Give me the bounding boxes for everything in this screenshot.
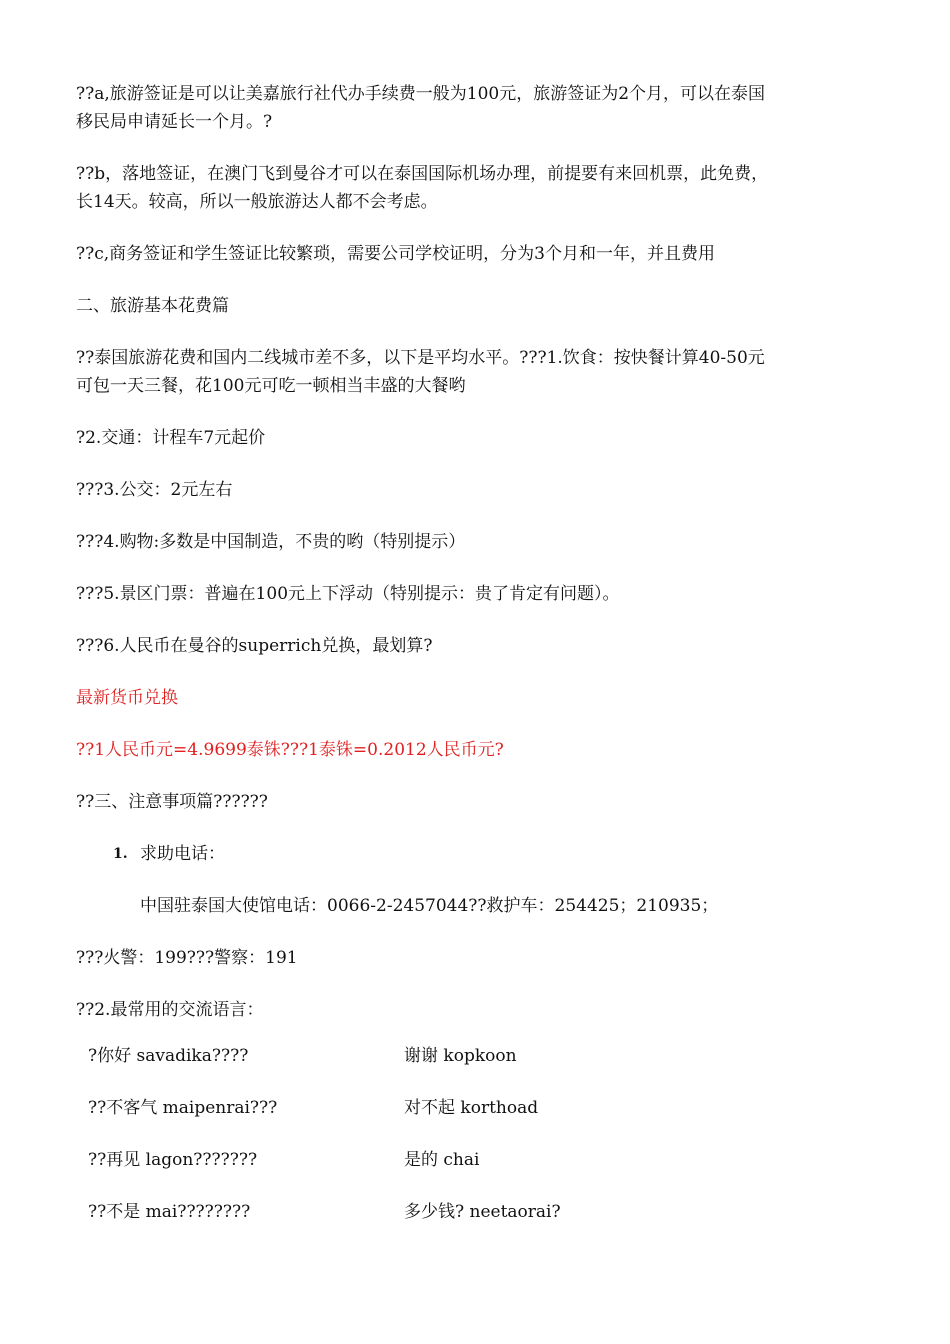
- help-list-number: 1.: [113, 846, 128, 862]
- language-heading: ??2.最常用的交流语言：: [76, 1000, 264, 1020]
- embassy-phone: 中国驻泰国大使馆电话：0066-2-2457044??救护车：254425；210935；: [140, 896, 719, 916]
- costs-item-tickets: ???5.景区门票：普遍在100元上下浮动（特别提示：贵了肯定有问题）。: [76, 584, 620, 604]
- costs-intro-line2: 可包一天三餐，花100元可吃一顿相当丰盛的大餐哟: [76, 376, 466, 396]
- visa-a-line1: ??a,旅游签证是可以让美嘉旅行社代办手续费一般为100元，旅游签证为2个月，可以在泰国: [76, 84, 766, 104]
- phrase-chinese-left: ??再见 lagon???????: [88, 1150, 258, 1170]
- currency-heading: 最新货币兑换: [76, 688, 178, 708]
- currency-rates: ??1人民币元=4.9699泰铢???1泰铢=0.2012人民币元?: [76, 740, 504, 760]
- phrase-chinese-right: 多少钱? neetaorai?: [404, 1202, 561, 1222]
- notes-heading: ??三、注意事项篇??????: [76, 792, 268, 812]
- phrase-chinese-left: ??不客气 maipenrai???: [88, 1098, 278, 1118]
- fire-police-phone: ???火警：199???警察：191: [76, 948, 298, 968]
- visa-b-line1: ??b，落地签证，在澳门飞到曼谷才可以在泰国国际机场办理，前提要有来回机票，此免费，: [76, 164, 769, 184]
- phrase-chinese-right: 是的 chai: [404, 1150, 480, 1170]
- phrase-chinese-right: 谢谢 kopkoon: [404, 1046, 517, 1066]
- costs-item-transport: ?2.交通：计程车7元起价: [76, 428, 266, 448]
- costs-intro-line1: ??泰国旅游花费和国内二线城市差不多，以下是平均水平。???1.饮食：按快餐计算40-50元: [76, 348, 765, 368]
- visa-a-line2: 移民局申请延长一个月。?: [76, 112, 273, 132]
- visa-b-line2: 长14天。较高，所以一般旅游达人都不会考虑。: [76, 192, 438, 212]
- phrase-chinese-left: ?你好 savadika????: [88, 1046, 249, 1066]
- costs-item-exchange: ???6.人民币在曼谷的superrich兑换，最划算?: [76, 636, 433, 656]
- visa-c-line1: ??c,商务签证和学生签证比较繁琐，需要公司学校证明，分为3个月和一年，并且费用: [76, 244, 715, 264]
- help-label: 求助电话：: [140, 844, 225, 864]
- phrase-chinese-right: 对不起 korthoad: [404, 1098, 539, 1118]
- costs-item-shopping: ???4.购物:多数是中国制造，不贵的哟（特别提示）: [76, 532, 466, 552]
- costs-heading: 二、旅游基本花费篇: [76, 296, 229, 316]
- costs-item-bus: ???3.公交：2元左右: [76, 480, 233, 500]
- phrase-chinese-left: ??不是 mai????????: [88, 1202, 251, 1222]
